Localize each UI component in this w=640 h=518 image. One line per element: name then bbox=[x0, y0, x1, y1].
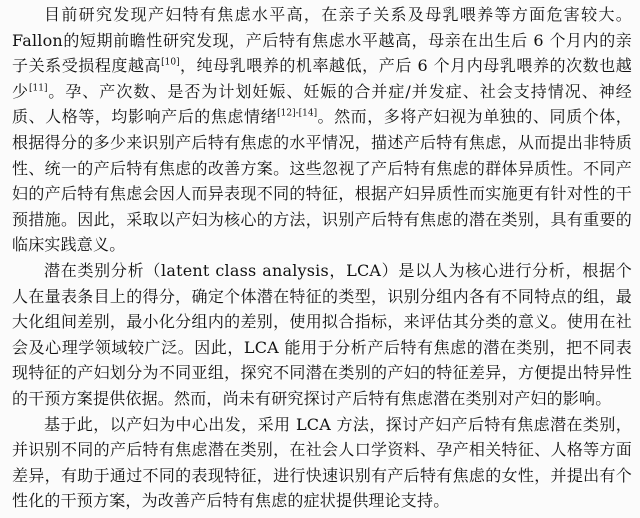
text-run: ，纯母乳喂养的机率越低，产后 6 个月内母乳喂养的次数也越少 bbox=[12, 56, 632, 101]
text-run: 目前研究发现产妇特有焦虑水平高，在亲子关系及母乳喂养等方面危害较大。Fallon的短期前瞻性研究发现，产后特有焦虑水平越高，母亲在出生后 6 个月内的亲子关系受损程度越高 bbox=[12, 5, 632, 76]
citation-ref: [10] bbox=[161, 57, 180, 68]
body-text bbox=[12, 2, 632, 514]
text-run: 潜在类别分析（latent class analysis，LCA）是以人为核心进行分析，根据个人在量表条目上的得分，确定个体潜在特征的类型，识别分组内各有不同特点的组，最大化组间差别，最小化分组内的差别，使用拟合指标，来评估其分类的意义。使用在社会及心理学领域较广泛。因此，LCA 能用于分析产后特有焦虑的潜在类别，把不同表现特征的产妇划分为不同亚组，探究不同潜在类别的产妇的特征差异，方便提出特异性的干预方案提供依据。然而，尚未有研究探讨产后特有焦虑潜在类别对产妇的影响。 bbox=[12, 260, 632, 408]
text-run: 。孕、产次数、是否为计划妊娠、妊娠的合并症/并发症、社会支持情况、神经质、人格等，均影响产后的焦虑情绪 bbox=[12, 81, 632, 127]
citation-ref: [11] bbox=[29, 83, 48, 94]
text-run: 基于此，以产妇为中心出发，采用 LCA 方法，探讨产妇产后特有焦虑潜在类别，并识别不同的产后特有焦虑潜在类别，在社会人口学资料、孕产相关特征、人格等方面差异，有助于通过不同的表现特征，进行快速识别有产后特有焦虑的女性，并提出有个性化的干预方案，为改善产后特有焦虑的症状提供理论支持。 bbox=[12, 414, 632, 511]
paragraph-2 bbox=[12, 258, 632, 412]
text-run: 。然而，多将产妇视为单独的、同质个体，根据得分的多少来识别产后特有焦虑的水平情况，描述产后特有焦虑，从而提出非特质性、统一的产后特有焦虑的改善方案。这些忽视了产后特有焦虑的群体异质性。不同产妇的产后特有焦虑会因人而异表现不同的特征，根据产妇异质性而实施更有针对性的干预措施。因此，采取以产妇为核心的方法，识别产后特有焦虑的潜在类别，具有重要的临床实践意义。 bbox=[12, 107, 632, 255]
paragraph-1 bbox=[12, 2, 632, 258]
paragraph-3 bbox=[12, 412, 632, 514]
citation-ref: [12]-[14] bbox=[277, 109, 318, 120]
